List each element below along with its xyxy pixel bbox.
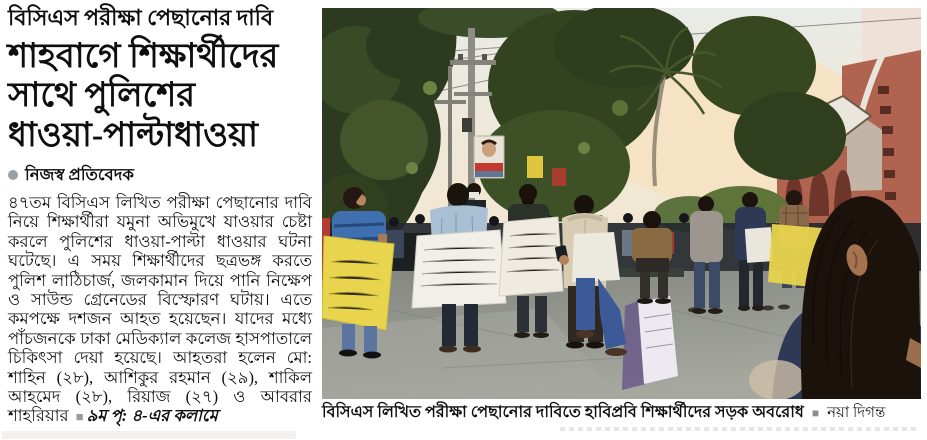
byline (8, 162, 312, 189)
bowed-head (447, 183, 469, 207)
yellow-placard-sheet (322, 236, 394, 330)
protest-photo (322, 8, 921, 399)
protest-photo-drawing (322, 8, 921, 399)
headline-line-2: সাথে পুলিশের (8, 77, 196, 115)
article-column (8, 4, 312, 427)
pole-poster (474, 136, 504, 178)
sitting-man-head (643, 211, 661, 229)
white-placard-center (412, 230, 506, 308)
face-mask (469, 192, 479, 198)
cropped-next-line-right (560, 427, 916, 431)
yellow-placard (322, 236, 394, 330)
red-sign (552, 168, 566, 186)
body-paragraph: ৪৭তম বিসিএস লিখিত পরীক্ষা পেছানোর দাবি নিয়ে শিক্ষার্থীরা যমুনা অভিমুখে যাওয়ার চেষ্টা করলে পুলিশের ধাওয়া-পাল্টা ধাওয়ার ঘটনা ঘটেছে। এ সময় শিক্ষার্থীদের ছত্রভঙ্গ করতে পুলিশ লাঠিচার্জ, জলকামান দিয়ে পানি নিক্ষেপ ও সাউন্ড গ্রেনেডের বিস্ফোরণ ঘটায়। এতে কমপক্ষে দশজন আহত হয়েছেন। যাদের মধ্যে পাঁচজনকে ঢাকা মেডিক্যাল কলেজ হাসপাতালে চিকিৎসা দেয়া হয়েছে। আহতরা হলেন মো: শাহিন (২৮), আশিকুর রহমান (২৯), শাকিল আহমেদ (২৮), রিয়াজ (২৭) ও আবরার শাহরিয়ার (8, 192, 312, 426)
byline-label: নিজস্ব প্রতিবেদক (25, 164, 134, 184)
article-kicker: বিসিএস পরীক্ষা পেছানোর দাবি (8, 5, 274, 30)
photo-caption: বিসিএস লিখিত পরীক্ষা পেছানোর দাবিতে হাবিপ্রবি শিক্ষার্থীদের সড়ক অবরোধ (322, 404, 804, 421)
credit-square-icon: ■ (811, 406, 820, 420)
white-placard-sheet (412, 230, 506, 308)
closeup-hand-blur (749, 360, 805, 399)
white-placard-right (499, 217, 563, 296)
white-banner-small (745, 227, 773, 263)
cropped-next-line-left (2, 431, 296, 439)
jump-note: ৯ম পৃ: ৪-এর কলামে (86, 406, 218, 426)
headline-line-1: শাহবাগে শিক্ষার্থীদের (8, 37, 279, 75)
walker-white-top (572, 232, 620, 282)
jump-square-icon: ■ (75, 409, 84, 425)
leaning-placard (622, 296, 678, 390)
headline-line-3: ধাওয়া-পাল্টাধাওয়া (8, 117, 258, 155)
article-headline (8, 37, 312, 156)
byline-bullet-icon (8, 170, 18, 180)
photo-caption-row (322, 403, 921, 423)
article-body (8, 193, 312, 427)
yellow-shop-sign (527, 156, 543, 178)
photo-credit: নয়া দিগন্ত (827, 405, 886, 421)
white-placard-sheet-2 (499, 217, 563, 296)
